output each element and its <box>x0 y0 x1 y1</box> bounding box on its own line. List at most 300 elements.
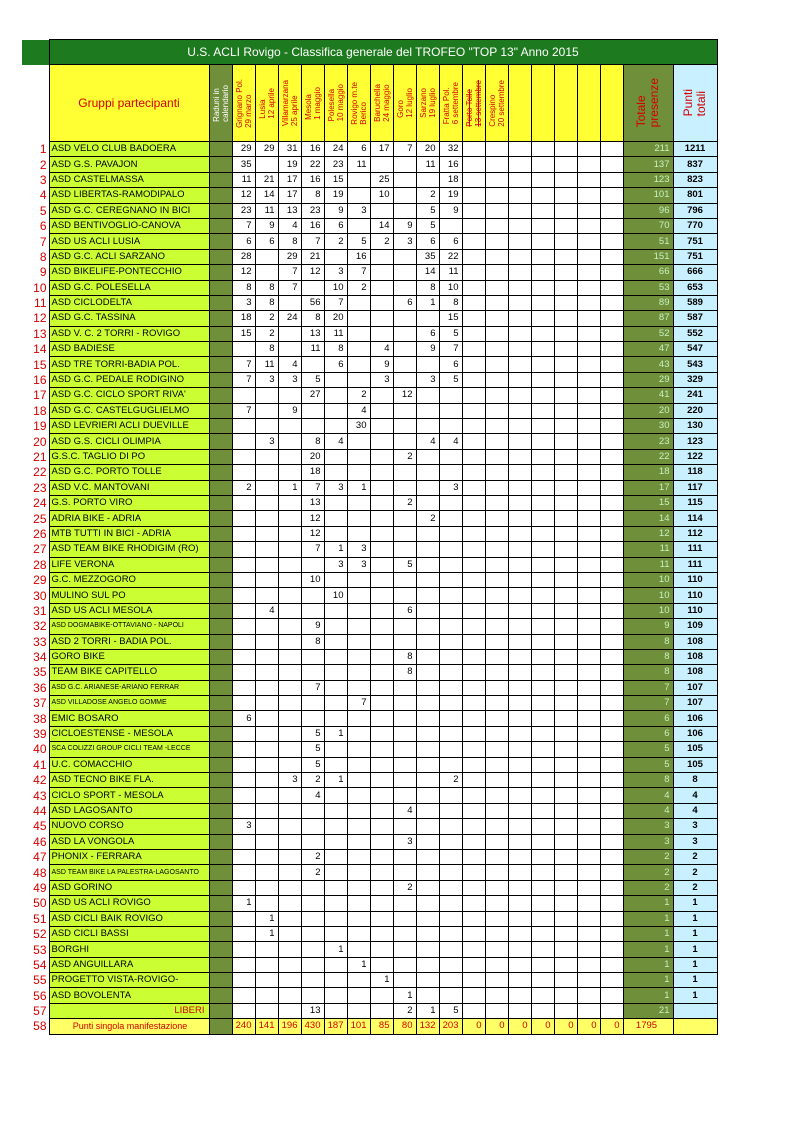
event-value <box>508 973 531 988</box>
event-value <box>255 526 278 541</box>
event-value <box>301 926 324 941</box>
event-value <box>370 572 393 587</box>
table-row <box>22 942 717 957</box>
table-row <box>22 896 717 911</box>
table-row <box>22 142 717 157</box>
event-value <box>577 649 600 664</box>
event-value <box>485 142 508 157</box>
event-value <box>531 757 554 772</box>
group-name: ASD TEAM BIKE LA PALESTRA-LAGOSANTO <box>49 865 209 880</box>
event-value <box>232 526 255 541</box>
event-value <box>232 572 255 587</box>
total-presences: 5 <box>623 742 673 757</box>
table-row <box>22 157 717 172</box>
event-value <box>485 865 508 880</box>
event-value <box>347 726 370 741</box>
rank-number: 53 <box>22 942 49 957</box>
event-value <box>278 572 301 587</box>
event-value <box>416 495 439 510</box>
event-value <box>301 357 324 372</box>
event-value <box>554 203 577 218</box>
raduni-cell <box>209 788 232 803</box>
event-value: 9 <box>301 619 324 634</box>
event-value <box>600 172 623 187</box>
event-value: 8 <box>301 311 324 326</box>
event-value: 6 <box>439 357 462 372</box>
event-value <box>278 865 301 880</box>
event-value <box>232 634 255 649</box>
total-presences: 12 <box>623 526 673 541</box>
event-value <box>393 680 416 695</box>
event-value <box>508 172 531 187</box>
group-name: G.S. PORTO VIRO <box>49 495 209 510</box>
rank-number: 36 <box>22 680 49 695</box>
event-value <box>393 634 416 649</box>
event-value <box>577 203 600 218</box>
event-value: 2 <box>416 188 439 203</box>
event-value <box>577 603 600 618</box>
event-value <box>370 434 393 449</box>
event-value <box>393 896 416 911</box>
event-value <box>393 911 416 926</box>
raduni-cell <box>209 588 232 603</box>
event-value <box>278 957 301 972</box>
event-value <box>232 942 255 957</box>
event-value <box>508 926 531 941</box>
event-value: 12 <box>301 265 324 280</box>
rank-number: 3 <box>22 172 49 187</box>
total-points: 111 <box>673 557 717 572</box>
event-value <box>600 757 623 772</box>
event-value <box>278 988 301 1003</box>
event-value <box>531 434 554 449</box>
event-value <box>416 880 439 895</box>
event-value: 35 <box>416 249 439 264</box>
event-value <box>577 819 600 834</box>
event-value <box>347 188 370 203</box>
event-value <box>439 803 462 818</box>
table-row <box>22 926 717 941</box>
event-value <box>393 342 416 357</box>
raduni-cell <box>209 280 232 295</box>
event-value <box>531 726 554 741</box>
rank-number: 33 <box>22 634 49 649</box>
event-value <box>554 880 577 895</box>
group-name: ASD US ACLI LUSIA <box>49 234 209 249</box>
event-value <box>347 649 370 664</box>
event-value <box>485 188 508 203</box>
event-value <box>439 942 462 957</box>
event-value <box>508 726 531 741</box>
total-points: 106 <box>673 726 717 741</box>
event-value <box>600 388 623 403</box>
group-name: SCA COLIZZI GROUP CICLI TEAM -LECCE <box>49 742 209 757</box>
event-value <box>531 880 554 895</box>
table-row <box>22 911 717 926</box>
event-value <box>485 342 508 357</box>
event-value <box>347 834 370 849</box>
event-value <box>462 449 485 464</box>
event-value: 16 <box>301 218 324 233</box>
event-value <box>485 357 508 372</box>
event-value <box>462 388 485 403</box>
rank-number: 58 <box>22 1019 49 1034</box>
event-value <box>278 434 301 449</box>
total-presences: 66 <box>623 265 673 280</box>
event-value <box>370 788 393 803</box>
raduni-cell <box>209 911 232 926</box>
event-value <box>577 834 600 849</box>
event-value <box>462 542 485 557</box>
event-value <box>278 880 301 895</box>
event-value: 18 <box>439 172 462 187</box>
event-value <box>577 773 600 788</box>
event-value <box>370 803 393 818</box>
group-name: ASD BIKELIFE-PONTECCHIO <box>49 265 209 280</box>
rank-number: 39 <box>22 726 49 741</box>
event-value <box>531 465 554 480</box>
event-value <box>531 649 554 664</box>
raduni-cell <box>209 942 232 957</box>
event-value <box>393 511 416 526</box>
event-value <box>531 603 554 618</box>
event-value <box>485 388 508 403</box>
rank-number: 13 <box>22 326 49 341</box>
event-value <box>324 634 347 649</box>
event-value <box>600 803 623 818</box>
event-value <box>485 157 508 172</box>
event-value <box>577 665 600 680</box>
event-value <box>416 742 439 757</box>
event-value <box>347 357 370 372</box>
total-presences: 8 <box>623 665 673 680</box>
event-value <box>232 557 255 572</box>
event-value <box>278 911 301 926</box>
event-value <box>554 234 577 249</box>
event-value <box>393 172 416 187</box>
event-value <box>255 865 278 880</box>
event-value <box>554 526 577 541</box>
event-value: 8 <box>278 234 301 249</box>
total-points: 117 <box>673 480 717 495</box>
event-value <box>600 865 623 880</box>
total-presences: 11 <box>623 557 673 572</box>
rank-number: 50 <box>22 896 49 911</box>
event-value <box>393 696 416 711</box>
event-value <box>531 957 554 972</box>
event-value: 132 <box>416 1019 439 1034</box>
event-value <box>416 865 439 880</box>
event-value <box>232 742 255 757</box>
event-value: 7 <box>232 372 255 387</box>
total-points: 2 <box>673 865 717 880</box>
total-points: 3 <box>673 834 717 849</box>
event-value <box>531 295 554 310</box>
total-points: 110 <box>673 572 717 587</box>
event-value <box>439 865 462 880</box>
raduni-cell <box>209 1003 232 1018</box>
event-value <box>462 973 485 988</box>
event-value: 2 <box>255 326 278 341</box>
event-value: 9 <box>439 203 462 218</box>
event-value <box>439 926 462 941</box>
event-value: 0 <box>531 1019 554 1034</box>
event-value: 4 <box>255 603 278 618</box>
header-event-16 <box>577 65 600 142</box>
event-value <box>255 665 278 680</box>
event-value <box>370 480 393 495</box>
table-row <box>22 372 717 387</box>
event-value <box>232 649 255 664</box>
event-value <box>508 803 531 818</box>
event-value <box>416 665 439 680</box>
event-value: 16 <box>347 249 370 264</box>
group-name: PHONIX - FERRARA <box>49 849 209 864</box>
event-value: 6 <box>393 295 416 310</box>
table-row <box>22 342 717 357</box>
total-points: 751 <box>673 249 717 264</box>
total-presences: 52 <box>623 326 673 341</box>
total-points: 552 <box>673 326 717 341</box>
event-value <box>508 557 531 572</box>
event-value <box>577 788 600 803</box>
event-value <box>439 542 462 557</box>
event-value <box>255 988 278 1003</box>
event-value <box>462 773 485 788</box>
event-value: 16 <box>439 157 462 172</box>
event-value <box>232 757 255 772</box>
event-value <box>600 157 623 172</box>
event-value <box>324 603 347 618</box>
event-value <box>255 557 278 572</box>
event-value <box>232 773 255 788</box>
event-value <box>232 957 255 972</box>
event-value <box>508 188 531 203</box>
total-presences: 17 <box>623 480 673 495</box>
group-name: ASD G.S. CICLI OLIMPIA <box>49 434 209 449</box>
group-name: Punti singola manifestazione <box>49 1019 209 1034</box>
event-value <box>393 711 416 726</box>
event-value <box>485 203 508 218</box>
event-value <box>255 680 278 695</box>
corner-blank-2 <box>22 65 49 142</box>
table-row <box>22 973 717 988</box>
total-points: 107 <box>673 696 717 711</box>
event-value <box>278 588 301 603</box>
event-value <box>531 819 554 834</box>
event-value <box>462 865 485 880</box>
event-value <box>485 218 508 233</box>
event-value <box>370 711 393 726</box>
total-presences: 1 <box>623 942 673 957</box>
event-value <box>577 1003 600 1018</box>
event-value <box>393 265 416 280</box>
group-name: ASD TECNO BIKE FLA. <box>49 773 209 788</box>
raduni-cell <box>209 834 232 849</box>
event-value <box>370 957 393 972</box>
event-value <box>554 957 577 972</box>
event-value <box>416 973 439 988</box>
raduni-cell <box>209 973 232 988</box>
rank-number: 56 <box>22 988 49 1003</box>
event-value <box>485 603 508 618</box>
header-event-6 <box>347 65 370 142</box>
event-value <box>301 711 324 726</box>
event-value <box>301 603 324 618</box>
event-value <box>485 372 508 387</box>
event-value <box>554 1003 577 1018</box>
event-value <box>278 649 301 664</box>
group-name: ASD LAGOSANTO <box>49 803 209 818</box>
event-value: 32 <box>439 142 462 157</box>
raduni-cell <box>209 926 232 941</box>
rank-number: 2 <box>22 157 49 172</box>
event-value <box>393 849 416 864</box>
event-value <box>508 619 531 634</box>
event-value <box>508 157 531 172</box>
header-event-12 <box>485 65 508 142</box>
rank-number: 52 <box>22 926 49 941</box>
event-value <box>393 926 416 941</box>
event-value <box>485 634 508 649</box>
event-value <box>554 542 577 557</box>
event-value <box>485 911 508 926</box>
event-value <box>324 973 347 988</box>
event-value <box>508 265 531 280</box>
event-value <box>600 649 623 664</box>
event-value <box>416 711 439 726</box>
event-value: 0 <box>508 1019 531 1034</box>
event-value: 6 <box>393 603 416 618</box>
event-value: 17 <box>278 172 301 187</box>
total-points: 108 <box>673 649 717 664</box>
event-value: 1 <box>324 542 347 557</box>
event-value <box>554 511 577 526</box>
event-value <box>554 634 577 649</box>
header-event-1 <box>232 65 255 142</box>
event-value: 2 <box>232 480 255 495</box>
raduni-cell <box>209 465 232 480</box>
event-value <box>508 665 531 680</box>
event-value <box>485 249 508 264</box>
event-value <box>485 526 508 541</box>
event-value <box>577 311 600 326</box>
event-value <box>508 495 531 510</box>
event-value <box>554 911 577 926</box>
event-value: 28 <box>232 249 255 264</box>
event-value <box>324 419 347 434</box>
event-value <box>462 696 485 711</box>
rank-number: 17 <box>22 388 49 403</box>
event-value <box>554 218 577 233</box>
event-value <box>370 896 393 911</box>
event-value: 141 <box>255 1019 278 1034</box>
event-value <box>531 265 554 280</box>
event-value: 3 <box>255 372 278 387</box>
event-value: 18 <box>301 465 324 480</box>
event-value <box>600 403 623 418</box>
event-value <box>531 480 554 495</box>
event-value <box>462 588 485 603</box>
event-value <box>485 926 508 941</box>
event-value <box>301 988 324 1003</box>
group-name: CICLOESTENSE - MESOLA <box>49 726 209 741</box>
table-row <box>22 434 717 449</box>
total-presences: 1 <box>623 988 673 1003</box>
event-value <box>255 803 278 818</box>
event-value <box>508 757 531 772</box>
event-value <box>347 742 370 757</box>
table-row <box>22 280 717 295</box>
header-totale-presenze <box>623 65 673 142</box>
raduni-cell <box>209 803 232 818</box>
total-points: 220 <box>673 403 717 418</box>
rank-number: 54 <box>22 957 49 972</box>
event-value <box>485 957 508 972</box>
total-points: 8 <box>673 773 717 788</box>
event-value <box>416 757 439 772</box>
event-value <box>393 203 416 218</box>
event-value <box>439 388 462 403</box>
rank-number: 30 <box>22 588 49 603</box>
event-value <box>554 803 577 818</box>
header-event-13 <box>508 65 531 142</box>
group-name: ASD US ACLI ROVIGO <box>49 896 209 911</box>
event-value <box>485 819 508 834</box>
total-points: 110 <box>673 588 717 603</box>
event-value <box>577 388 600 403</box>
event-value <box>554 372 577 387</box>
event-value: 5 <box>439 326 462 341</box>
event-value <box>508 849 531 864</box>
event-value: 16 <box>301 142 324 157</box>
event-value <box>255 726 278 741</box>
total-points: 106 <box>673 711 717 726</box>
event-value <box>554 157 577 172</box>
table-row <box>22 557 717 572</box>
event-value <box>577 265 600 280</box>
event-value <box>577 726 600 741</box>
raduni-cell <box>209 819 232 834</box>
event-value <box>347 619 370 634</box>
event-value <box>301 419 324 434</box>
total-presences: 96 <box>623 203 673 218</box>
total-points: 108 <box>673 665 717 680</box>
event-value <box>462 803 485 818</box>
event-value: 8 <box>301 634 324 649</box>
event-value <box>600 726 623 741</box>
header-raduni-label: Raduni in calendario <box>211 84 230 122</box>
event-value <box>278 557 301 572</box>
event-value <box>439 988 462 1003</box>
raduni-cell <box>209 295 232 310</box>
event-value <box>485 419 508 434</box>
event-value <box>600 957 623 972</box>
event-value <box>232 449 255 464</box>
event-value: 14 <box>416 265 439 280</box>
event-value <box>393 865 416 880</box>
event-value <box>370 742 393 757</box>
rank-number: 40 <box>22 742 49 757</box>
group-name: ASD G.C. PORTO TOLLE <box>49 465 209 480</box>
header-event-label: Goro 12 luglio <box>395 88 414 118</box>
total-presences: 10 <box>623 572 673 587</box>
event-value <box>531 203 554 218</box>
event-value <box>255 880 278 895</box>
event-value <box>301 957 324 972</box>
event-value <box>347 680 370 695</box>
rank-number: 11 <box>22 295 49 310</box>
